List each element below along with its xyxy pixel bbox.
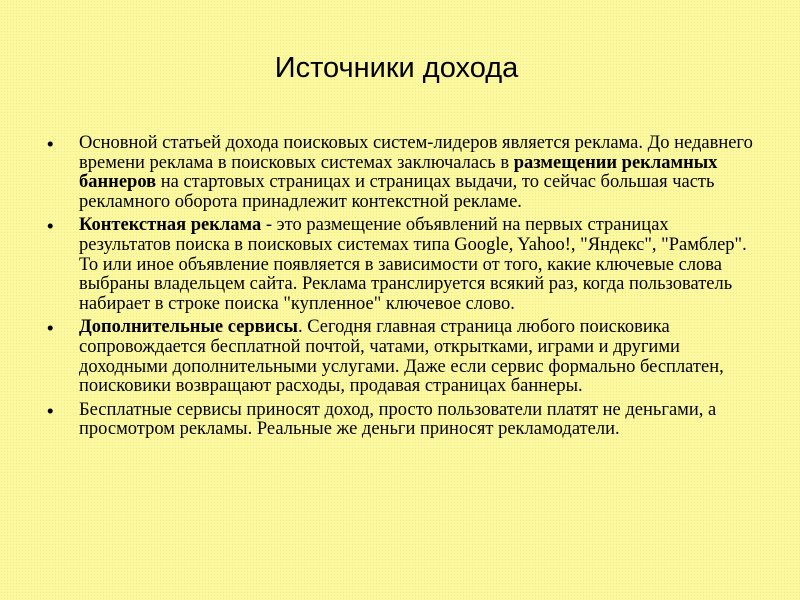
slide-title: Источники дохода: [274, 52, 519, 84]
bullet-item: [47, 318, 762, 396]
bullet-item: [47, 216, 762, 314]
bullet-item: [47, 401, 762, 440]
bullet-text-bold: размещении рекламных баннеров: [79, 152, 718, 193]
bullet-text: - это размещение объявлений на первых страницах результатов поиска в поисковых системах типа Google, Yahoo!, "Яндекс", "Рамблер". То или иное объявление появляется в зависимости от того, какие ключевые слова выбраны владельцем сайта. Реклама транслируется всякий раз, когда пользователь набирает в строке поиска "купленное" ключевое слово.: [79, 215, 747, 314]
bullet-text: Бесплатные сервисы приносят доход, просто пользователи платят не деньгами, а просмотром рекламы. Реальные же деньги приносят рекламодатели.: [79, 399, 717, 440]
bullet-text-bold: Дополнительные сервисы: [79, 317, 298, 338]
bullet-text: на стартовых страницах и страницах выдачи, то сейчас большая часть рекламного оборота принадлежит контекстной рекламе.: [79, 172, 715, 212]
bullet-text: Основной статьей дохода поисковых систем-лидеров является реклама. До недавнего времени реклама в поисковых системах заключалась в: [79, 133, 753, 173]
bullet-marker: •: [47, 133, 54, 154]
bullet-list: [47, 134, 762, 444]
bullet-marker: •: [47, 317, 54, 339]
bullet-text-bold: Контекстная реклама: [79, 215, 262, 236]
bullet-marker: •: [47, 399, 54, 421]
bullet-text: . Сегодня главная страница любого поисковика сопровождается бесплатной почтой, чатами, открытками, играми и другими доходными дополнительными услугами. Даже если сервис формально бесплатен, поисковики возвращают расходы, продавая страницах баннеры.: [79, 317, 724, 397]
bullet-item: [47, 134, 762, 212]
bullet-marker: •: [47, 215, 54, 237]
